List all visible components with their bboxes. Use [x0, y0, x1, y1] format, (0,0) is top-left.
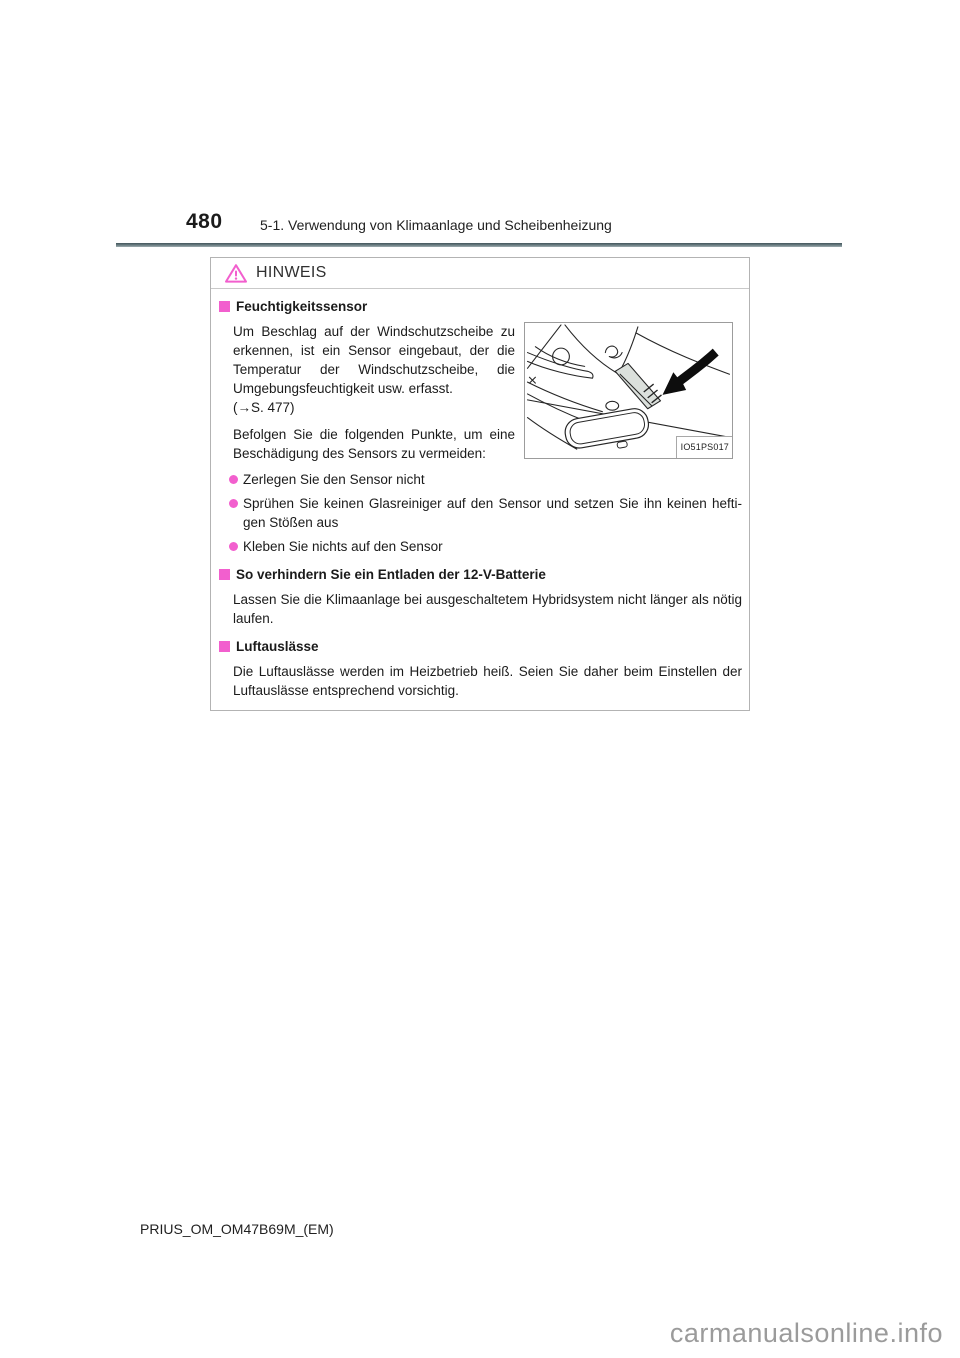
section-humidity-sensor [219, 297, 741, 556]
sensor-location-illustration [524, 322, 733, 459]
chapter-title: 5-1. Verwendung von Klimaanlage und Scheibenheizung [260, 217, 612, 233]
pointer-arrow [662, 349, 718, 395]
section-heading-label: Feuchtigkeitssensor [236, 299, 368, 314]
section-marker-icon [219, 301, 230, 312]
section-marker-icon [219, 569, 230, 580]
list-item [229, 470, 742, 489]
section-heading [219, 297, 741, 316]
paragraph: Lassen Sie die Klimaanlage bei ausgeschaltetem Hybridsystem nicht länger als nötig laufen. [233, 592, 742, 626]
bullet-icon [229, 475, 238, 484]
section-air-outlets [219, 637, 741, 700]
paragraph: Befolgen Sie die folgenden Punkte, um eine Beschädigung des Sensors zu vermeiden: [233, 427, 515, 461]
section-marker-icon [219, 641, 230, 652]
section-text [233, 662, 742, 700]
figure-code: IO51PS017 [676, 436, 732, 458]
bullet-list [229, 470, 741, 556]
section-columns [233, 322, 741, 463]
a-pillar-line [527, 325, 561, 368]
warning-triangle-icon [224, 263, 248, 284]
notice-body [211, 289, 749, 710]
section-heading [219, 565, 741, 584]
humidity-sensor-shape [615, 363, 661, 408]
bullet-icon [229, 499, 238, 508]
list-item-text: Sprühen Sie keinen Glasreiniger auf den Sensor und setzen Sie ihn keinen heftigen Stößen aus [243, 496, 742, 530]
list-item [229, 537, 742, 556]
document-code: PRIUS_OM_OM47B69M_(EM) [140, 1221, 334, 1237]
notice-box [210, 257, 750, 711]
list-item-text: Zerlegen Sie den Sensor nicht [243, 472, 425, 487]
bullet-icon [229, 542, 238, 551]
paragraph: Die Luftauslässe werden im Heizbetrieb heiß. Seien Sie daher beim Einstellen der Luftauslässe entsprechend vorsichtig. [233, 664, 742, 698]
header-divider [116, 243, 842, 247]
section-text-column [233, 322, 515, 463]
coat-hook [605, 346, 622, 358]
notice-title: HINWEIS [256, 264, 327, 281]
watermark-text: carmanualsonline.info [669, 1318, 943, 1348]
section-battery-discharge [219, 565, 741, 628]
notice-header [211, 258, 749, 289]
marker-x [529, 377, 535, 383]
section-heading-label: Luftauslässe [236, 639, 319, 654]
page-number: 480 [186, 210, 223, 233]
page-reference: (→S. 477) [233, 400, 295, 415]
section-heading-label: So verhindern Sie ein Entladen der 12-V-Batterie [236, 567, 546, 582]
paragraph: Um Beschlag auf der Windschutzscheibe zu erkennen, ist ein Sensor eingebaut, der die Temperatur der Windschutzscheibe, die Umgebungsfeuchtigkeit usw. erfasst. [233, 324, 515, 396]
list-item [229, 494, 742, 532]
list-item-text: Kleben Sie nichts auf den Sensor [243, 539, 443, 554]
section-heading [219, 637, 741, 656]
section-text [233, 590, 742, 628]
